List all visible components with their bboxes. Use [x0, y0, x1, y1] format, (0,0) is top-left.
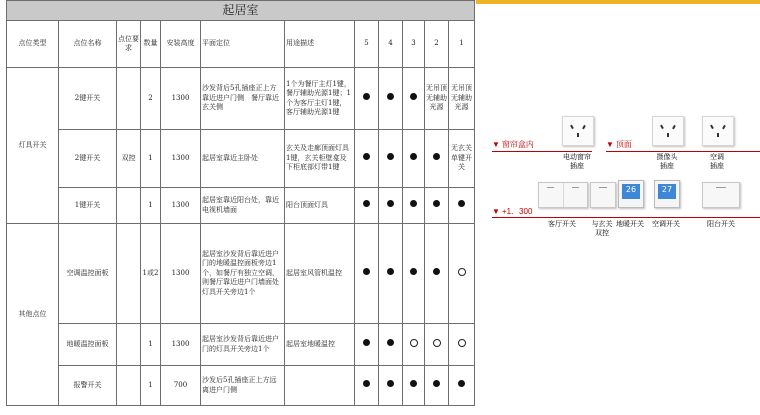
table-row [7, 188, 475, 224]
cell-5 [355, 188, 379, 224]
legend-panel [476, 0, 760, 415]
cell-height: 1300 [161, 224, 201, 324]
cell-2 [425, 224, 449, 324]
triangle-down-icon: ▼ [492, 140, 500, 149]
filled-dot [363, 200, 370, 207]
cell-req [117, 224, 141, 324]
table-row [7, 224, 475, 324]
cell-1 [449, 366, 475, 406]
filled-dot [363, 380, 370, 387]
header-height: 安装高度 [161, 21, 201, 68]
marker-height-label: +1．300 [501, 207, 533, 216]
caption-ac-socket: 空调 插座 [710, 154, 724, 170]
header-usage: 用途描述 [285, 21, 355, 68]
cell-1 [449, 224, 475, 324]
cell-2 [425, 366, 449, 406]
marker-line [606, 151, 760, 152]
floor-heat-thermostat-icon [618, 180, 644, 208]
header-qty: 数量 [141, 21, 161, 68]
filled-dot [387, 380, 394, 387]
table-row [7, 366, 475, 406]
hollow-circle [410, 339, 418, 347]
cell-qty: 1 [141, 188, 161, 224]
filled-dot [387, 93, 394, 100]
ac-thermostat-icon [654, 180, 680, 208]
spec-table [6, 0, 475, 406]
ac-display: 27 [661, 185, 673, 194]
table-row [7, 324, 475, 366]
header-1: 1 [449, 21, 475, 68]
cell-5 [355, 224, 379, 324]
cell-qty: 1 [141, 366, 161, 406]
cell-4 [379, 68, 403, 130]
cell-qty: 1或2 [141, 224, 161, 324]
header-row [7, 21, 475, 68]
caption-camera: 摄像头 插座 [656, 154, 678, 170]
cell-usage: 阳台顶面灯具 [285, 188, 355, 224]
cell-1 [449, 324, 475, 366]
ac-socket-icon [702, 116, 734, 146]
filled-dot [363, 339, 370, 346]
header-4: 4 [379, 21, 403, 68]
hollow-circle [458, 268, 466, 276]
cell-5 [355, 366, 379, 406]
cell-4 [379, 366, 403, 406]
cell-1 [449, 188, 475, 224]
motor-curtain-socket-icon [562, 116, 594, 146]
filled-dot [410, 153, 417, 160]
filled-dot [433, 153, 440, 160]
filled-dot [410, 93, 417, 100]
cell-5 [355, 324, 379, 366]
hollow-circle [433, 339, 441, 347]
cell-usage: 起居室风管机温控 [285, 224, 355, 324]
cell-position: 起居室沙发背后靠近进户门的地暖温控面板旁边1个，如餐厅有独立空调，则餐厅靠近进户门墙面处灯具开关旁边1个 [201, 224, 285, 324]
filled-dot [387, 153, 394, 160]
cell-position: 起居室沙发背后靠近进户门的灯具开关旁边1个 [201, 324, 285, 366]
header-2: 2 [425, 21, 449, 68]
cell-3 [403, 324, 425, 366]
filled-dot [410, 200, 417, 207]
marker-ceiling-label: 顶面 [615, 140, 632, 149]
cell-qty: 1 [141, 130, 161, 188]
cell-height: 700 [161, 366, 201, 406]
cell-3 [403, 130, 425, 188]
cell-qty: 1 [141, 324, 161, 366]
cell-2 [425, 130, 449, 188]
cell-4 [379, 188, 403, 224]
triangle-down-icon: ▼ [606, 140, 614, 149]
cell-position: 沙发后5孔插座正上方远离进户门侧 [201, 366, 285, 406]
cell-5 [355, 130, 379, 188]
marker-height [492, 206, 532, 217]
header-req: 点位要求 [117, 21, 141, 68]
filled-dot [410, 268, 417, 275]
filled-dot [458, 380, 465, 387]
hollow-circle [458, 339, 466, 347]
filled-dot [433, 200, 440, 207]
caption-floor-heat: 地暖开关 [616, 221, 644, 228]
cell-1: 无吊顶无辅助光源 [449, 68, 475, 130]
cell-req: 双控 [117, 130, 141, 188]
filled-dot [387, 200, 394, 207]
filled-dot [410, 380, 417, 387]
header-position: 平面定位 [201, 21, 285, 68]
cell-usage: 起居室地暖温控 [285, 324, 355, 366]
table-row [7, 130, 475, 188]
marker-curtain-box-label: 窗帘盒内 [501, 140, 534, 149]
filled-dot [387, 268, 394, 275]
cell-height: 1300 [161, 188, 201, 224]
cell-name: 1键开关 [59, 188, 117, 224]
filled-dot [458, 200, 465, 207]
spec-table-container [6, 0, 474, 407]
marker-line [492, 217, 760, 218]
balcony-switch-icon [702, 182, 740, 208]
table-row [7, 68, 475, 130]
cell-usage: 玄关及走廊顶面灯具1键，玄关柜壁龛及下柜底部灯带1键 [285, 130, 355, 188]
caption-foyer-dual: 与玄关 双控 [591, 221, 613, 237]
cell-2 [425, 188, 449, 224]
cell-qty: 2 [141, 68, 161, 130]
filled-dot [433, 268, 440, 275]
floor-heat-display: 26 [625, 185, 637, 194]
cell-2: 无吊顶无辅助光源 [425, 68, 449, 130]
cell-height: 1300 [161, 130, 201, 188]
header-5: 5 [355, 21, 379, 68]
cell-4 [379, 224, 403, 324]
cell-position: 沙发背后5孔插座正上方靠近进户门侧 餐厅靠近玄关侧 [201, 68, 285, 130]
cell-name: 地暖温控面板 [59, 324, 117, 366]
living-switch-icon [538, 182, 588, 208]
camera-socket-icon [652, 116, 684, 146]
cell-4 [379, 324, 403, 366]
cell-usage: 1个为餐厅主灯1键，餐厅辅助光源1键；1个为客厅主灯1键，客厅辅助光源1键 [285, 68, 355, 130]
header-3: 3 [403, 21, 425, 68]
cell-name: 空调温控面板 [59, 224, 117, 324]
cell-name: 2键开关 [59, 68, 117, 130]
cell-name: 报警开关 [59, 366, 117, 406]
caption-balcony-switch: 阳台开关 [707, 221, 735, 228]
cell-req [117, 68, 141, 130]
cell-3 [403, 224, 425, 324]
filled-dot [363, 93, 370, 100]
cell-1: 无玄关单键开关 [449, 130, 475, 188]
cell-req [117, 188, 141, 224]
cell-position: 起居室靠近阳台处，靠近电视机墙面 [201, 188, 285, 224]
group-lighting: 灯具开关 [7, 68, 59, 224]
cell-height: 1300 [161, 68, 201, 130]
cell-5 [355, 68, 379, 130]
cell-position: 起居室靠近主卧处 [201, 130, 285, 188]
cell-req [117, 366, 141, 406]
filled-dot [363, 268, 370, 275]
table-title: 起居室 [7, 1, 475, 21]
marker-ceiling [606, 139, 632, 150]
caption-ac-switch: 空调开关 [652, 221, 680, 228]
filled-dot [387, 339, 394, 346]
cell-3 [403, 68, 425, 130]
cell-usage [285, 366, 355, 406]
marker-curtain-box [492, 139, 534, 150]
caption-motor-curtain: 电动窗帘 插座 [563, 154, 591, 170]
group-other: 其他点位 [7, 224, 59, 406]
cell-3 [403, 188, 425, 224]
header-name: 点位名称 [59, 21, 117, 68]
header-type: 点位类型 [7, 21, 59, 68]
filled-dot [433, 380, 440, 387]
caption-living-switch: 客厅开关 [548, 221, 576, 228]
cell-req [117, 324, 141, 366]
foyer-dual-switch-icon [590, 182, 616, 208]
cell-name: 2键开关 [59, 130, 117, 188]
cell-4 [379, 130, 403, 188]
filled-dot [363, 153, 370, 160]
cell-2 [425, 324, 449, 366]
cell-3 [403, 366, 425, 406]
cell-height: 1300 [161, 324, 201, 366]
triangle-down-icon: ▼ [492, 207, 500, 216]
marker-line [492, 151, 592, 152]
